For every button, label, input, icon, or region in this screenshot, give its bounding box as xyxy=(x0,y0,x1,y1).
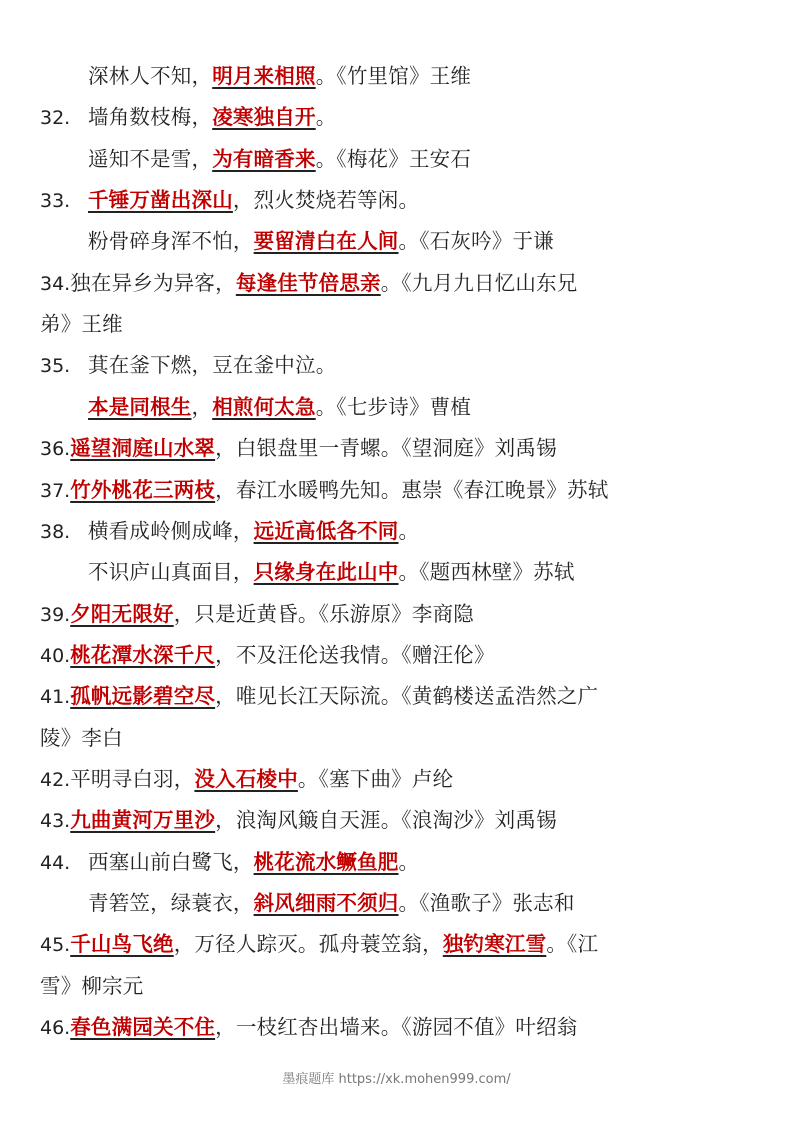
answer-text: 九曲黄河万里沙 xyxy=(70,808,216,833)
poem-text: 平明寻白羽， xyxy=(70,767,195,791)
poem-text: ，春江水暖鸭先知。惠崇《春江晚景》苏轼 xyxy=(215,477,609,502)
item-number: 38. xyxy=(40,520,71,543)
poem-text: 。 xyxy=(315,105,337,130)
answer-text: 千锤万凿出深山 xyxy=(88,188,233,213)
answer-text: 只缘身在此山中 xyxy=(253,560,399,585)
poem-text: ，浪淘风簸自天涯。《浪淘沙》刘禹锡 xyxy=(215,808,557,833)
poem-text: 陵》李白 xyxy=(40,725,123,750)
item-number: 41. xyxy=(40,686,71,709)
continuation-line xyxy=(40,304,760,345)
answer-text: 每逢佳节倍思亲 xyxy=(235,270,381,295)
answer-text: 千山鸟飞绝 xyxy=(70,932,174,957)
continuation-line xyxy=(88,56,793,97)
item-number: 34. xyxy=(40,272,71,295)
continuation-line xyxy=(88,883,793,924)
numbered-line xyxy=(40,635,760,676)
poem-text: 西塞山前白鹭飞， xyxy=(88,849,254,874)
poem-text: 。《江 xyxy=(546,932,599,957)
poem-text: 深林人不知， xyxy=(88,64,213,88)
numbered-line xyxy=(40,345,760,386)
numbered-line xyxy=(40,924,760,965)
poem-text: 。《渔歌子》张志和 xyxy=(398,891,575,915)
item-number: 45. xyxy=(40,934,71,957)
answer-text: 为有暗香来 xyxy=(212,146,316,171)
poem-text: 粉骨碎身浑不怕， xyxy=(88,229,254,254)
item-number: 46. xyxy=(40,1017,71,1040)
item-number: 36. xyxy=(40,438,71,461)
poem-text: 。 xyxy=(398,849,420,874)
answer-text: 竹外桃花三两枝 xyxy=(70,477,216,502)
continuation-line xyxy=(40,966,760,1007)
poem-text: 。《七步诗》曹植 xyxy=(315,394,472,419)
poem-text: 横看成岭侧成峰， xyxy=(88,518,254,543)
answer-text: 桃花潭水深千尺 xyxy=(70,642,216,667)
poem-text: 。《梅花》王安石 xyxy=(315,146,472,171)
continuation-line xyxy=(88,221,793,262)
poem-text: 萁在釜下燃，豆在釜中泣。 xyxy=(88,353,337,378)
item-number: 35. xyxy=(40,355,71,378)
poem-text: 青箬笠，绿蓑衣， xyxy=(88,891,254,915)
numbered-line xyxy=(40,800,760,841)
item-number: 39. xyxy=(40,603,71,626)
poem-text: 雪》柳宗元 xyxy=(40,973,144,998)
poem-text: 不识庐山真面目， xyxy=(88,560,254,585)
numbered-line xyxy=(40,470,760,511)
numbered-line xyxy=(40,511,760,552)
numbered-line xyxy=(40,594,760,635)
poem-text: 。《九月九日忆山东兄 xyxy=(380,270,578,295)
answer-text: 远近高低各不同 xyxy=(253,518,399,543)
poem-text: ，不及汪伦送我情。《赠汪伦》 xyxy=(215,642,495,667)
item-number: 33. xyxy=(40,190,71,213)
answer-text: 夕阳无限好 xyxy=(70,601,174,626)
answer-text: 要留清白在人间 xyxy=(253,229,399,254)
numbered-line xyxy=(40,1007,760,1048)
poem-text: ，唯见长江天际流。《黄鹤楼送孟浩然之广 xyxy=(215,684,599,709)
answer-text: 明月来相照 xyxy=(212,64,316,88)
poem-text: 。 xyxy=(398,518,420,543)
poem-text: ，烈火焚烧若等闲。 xyxy=(232,188,420,213)
poem-text: ，一枝红杏出墙来。《游园不值》叶绍翁 xyxy=(215,1015,578,1040)
poem-text: 独在异乡为异客， xyxy=(70,270,236,295)
poem-text: 。《题西林壁》苏轼 xyxy=(398,560,575,585)
answer-text: 春色满园关不住 xyxy=(70,1015,216,1040)
answer-text: 凌寒独自开 xyxy=(212,105,316,130)
item-number: 32. xyxy=(40,107,71,130)
answer-text: 本是同根生 xyxy=(88,394,192,419)
numbered-line xyxy=(40,263,760,304)
numbered-line xyxy=(40,428,760,469)
item-number: 44. xyxy=(40,851,71,874)
poem-text: ，只是近黄昏。《乐游原》李商隐 xyxy=(173,601,474,626)
item-number: 40. xyxy=(40,644,71,667)
answer-text: 没入石棱中 xyxy=(194,767,298,791)
poem-text: ， xyxy=(191,394,213,419)
poem-text: 弟》王维 xyxy=(40,312,123,337)
answer-text: 独钓寒江雪 xyxy=(442,932,547,957)
numbered-line xyxy=(40,676,760,717)
answer-text: 斜风细雨不须归 xyxy=(253,891,399,915)
poem-text: 。《竹里馆》王维 xyxy=(315,64,472,88)
numbered-line xyxy=(40,759,760,800)
numbered-line xyxy=(40,842,760,883)
poem-text: 。《石灰吟》于谦 xyxy=(398,229,554,254)
poem-text: 。《塞下曲》卢纶 xyxy=(297,767,454,791)
item-number: 43. xyxy=(40,810,71,833)
numbered-line xyxy=(40,97,760,138)
item-number: 37. xyxy=(40,479,71,502)
continuation-line xyxy=(88,552,793,593)
continuation-line xyxy=(88,387,793,428)
continuation-line xyxy=(40,718,760,759)
poem-text: 遥知不是雪， xyxy=(88,146,213,171)
answer-text: 桃花流水鳜鱼肥 xyxy=(253,849,399,874)
numbered-line xyxy=(40,180,760,221)
poem-text: ，白银盘里一青螺。《望洞庭》刘禹锡 xyxy=(215,436,557,461)
footer-watermark: 墨痕题库 https://xk.mohen999.com/ xyxy=(282,1072,511,1087)
continuation-line xyxy=(88,139,793,180)
item-number: 42. xyxy=(40,769,71,791)
answer-text: 孤帆远影碧空尽 xyxy=(70,684,216,709)
answer-text: 相煎何太急 xyxy=(212,394,316,419)
answer-text: 遥望洞庭山水翠 xyxy=(70,436,216,461)
poem-text: ，万径人踪灭。孤舟蓑笠翁， xyxy=(173,932,443,957)
poem-text: 墙角数枝梅， xyxy=(88,105,213,130)
